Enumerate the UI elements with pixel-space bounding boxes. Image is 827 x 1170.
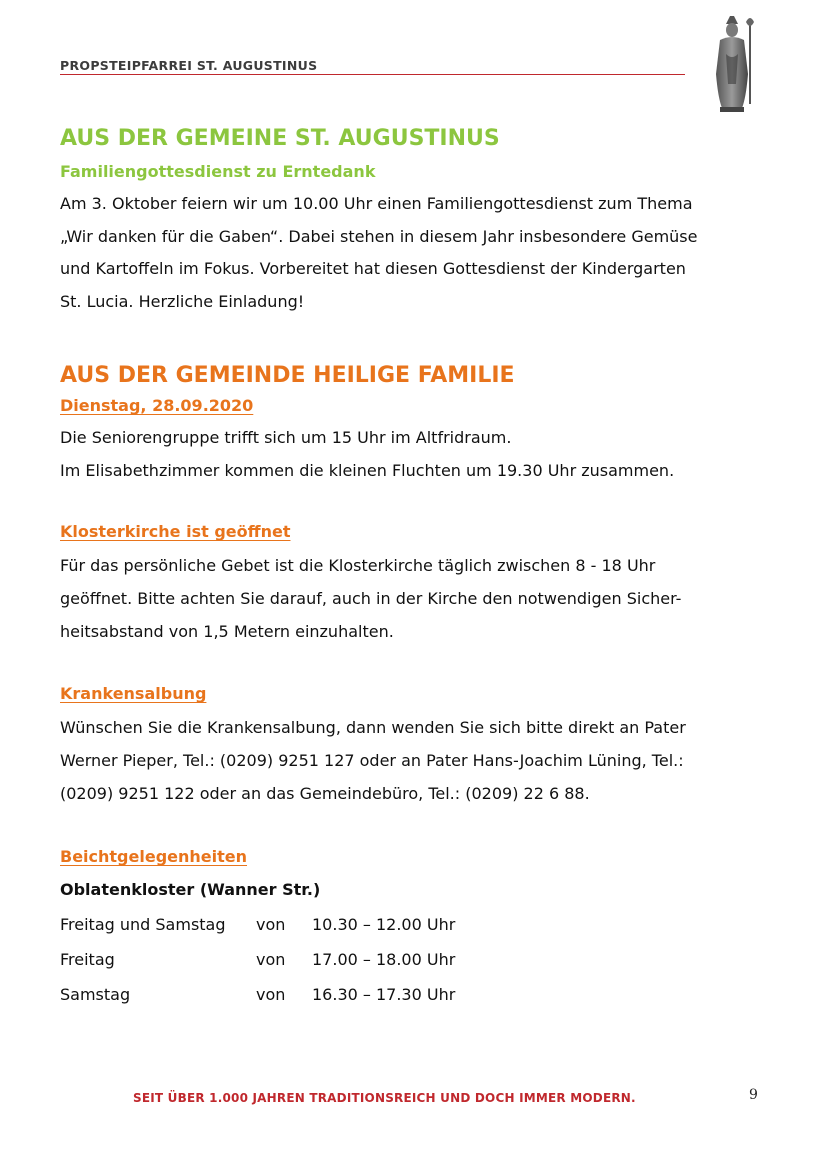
paragraph-line: Für das persönliche Gebet ist die Klosterkirche täglich zwischen 8 - 18 Uhr bbox=[60, 556, 656, 575]
schedule-row bbox=[60, 907, 758, 942]
section-heading-heilige-familie: AUS DER GEMEINDE HEILIGE FAMILIE bbox=[60, 363, 515, 388]
schedule-day: Samstag bbox=[60, 985, 131, 1004]
schedule-row bbox=[60, 942, 758, 977]
parish-title: PROPSTEIPFARREI ST. AUGUSTINUS bbox=[60, 58, 318, 73]
section-heading-augustinus: AUS DER GEMEINE ST. AUGUSTINUS bbox=[60, 126, 500, 151]
paragraph-line: Am 3. Oktober feiern wir um 10.00 Uhr einen Familiengottesdienst zum Thema bbox=[60, 194, 693, 213]
subheading-klosterkirche: Klosterkirche ist geöffnet bbox=[60, 522, 291, 541]
footer-slogan: SEIT ÜBER 1.000 JAHREN TRADITIONSREICH UND DOCH IMMER MODERN. bbox=[133, 1091, 636, 1105]
page-number: 9 bbox=[749, 1087, 758, 1103]
paragraph-line: „Wir danken für die Gaben“. Dabei stehen in diesem Jahr insbesondere Gemüse bbox=[60, 226, 698, 246]
paragraph-line: und Kartoffeln im Fokus. Vorbereitet hat diesen Gottesdienst der Kindergarten bbox=[60, 259, 686, 278]
paragraph-line: St. Lucia. Herzliche Einladung! bbox=[60, 291, 305, 311]
schedule-von: von bbox=[256, 985, 286, 1004]
page-header bbox=[60, 56, 685, 75]
location-oblatenkloster: Oblatenkloster (Wanner Str.) bbox=[60, 880, 321, 899]
schedule-day: Freitag bbox=[60, 950, 115, 969]
main-content bbox=[60, 122, 758, 1012]
paragraph-line: Werner Pieper, Tel.: (0209) 9251 127 oder an Pater Hans-Joachim Lüning, Tel.: bbox=[60, 751, 684, 770]
schedule-day: Freitag und Samstag bbox=[60, 915, 226, 934]
paragraph-line: geöffnet. Bitte achten Sie darauf, auch in der Kirche den notwendigen Sicher- bbox=[60, 589, 682, 608]
paragraph-line: (0209) 9251 122 oder an das Gemeindebüro, Tel.: (0209) 22 6 88. bbox=[60, 784, 590, 803]
schedule-row bbox=[60, 977, 758, 1012]
schedule-time: 10.30 – 12.00 Uhr bbox=[312, 915, 456, 934]
subheading-krankensalbung: Krankensalbung bbox=[60, 684, 207, 703]
schedule-von: von bbox=[256, 915, 286, 934]
subheading-erntedank: Familiengottesdienst zu Erntedank bbox=[60, 162, 376, 181]
saint-statue-icon bbox=[706, 14, 760, 114]
schedule-von: von bbox=[256, 950, 286, 969]
schedule-time: 17.00 – 18.00 Uhr bbox=[312, 950, 456, 969]
paragraph-line: heitsabstand von 1,5 Metern einzuhalten. bbox=[60, 622, 394, 641]
paragraph-line: Wünschen Sie die Krankensalbung, dann wenden Sie sich bitte direkt an Pater bbox=[60, 718, 686, 737]
subheading-beichtgelegenheiten: Beichtgelegenheiten bbox=[60, 847, 248, 866]
subheading-dienstag: Dienstag, 28.09.2020 bbox=[60, 396, 254, 415]
paragraph-line: Im Elisabethzimmer kommen die kleinen Fluchten um 19.30 Uhr zusammen. bbox=[60, 460, 675, 480]
schedule-time: 16.30 – 17.30 Uhr bbox=[312, 985, 456, 1004]
paragraph-line: Die Seniorengruppe trifft sich um 15 Uhr im Altfridraum. bbox=[60, 428, 512, 447]
